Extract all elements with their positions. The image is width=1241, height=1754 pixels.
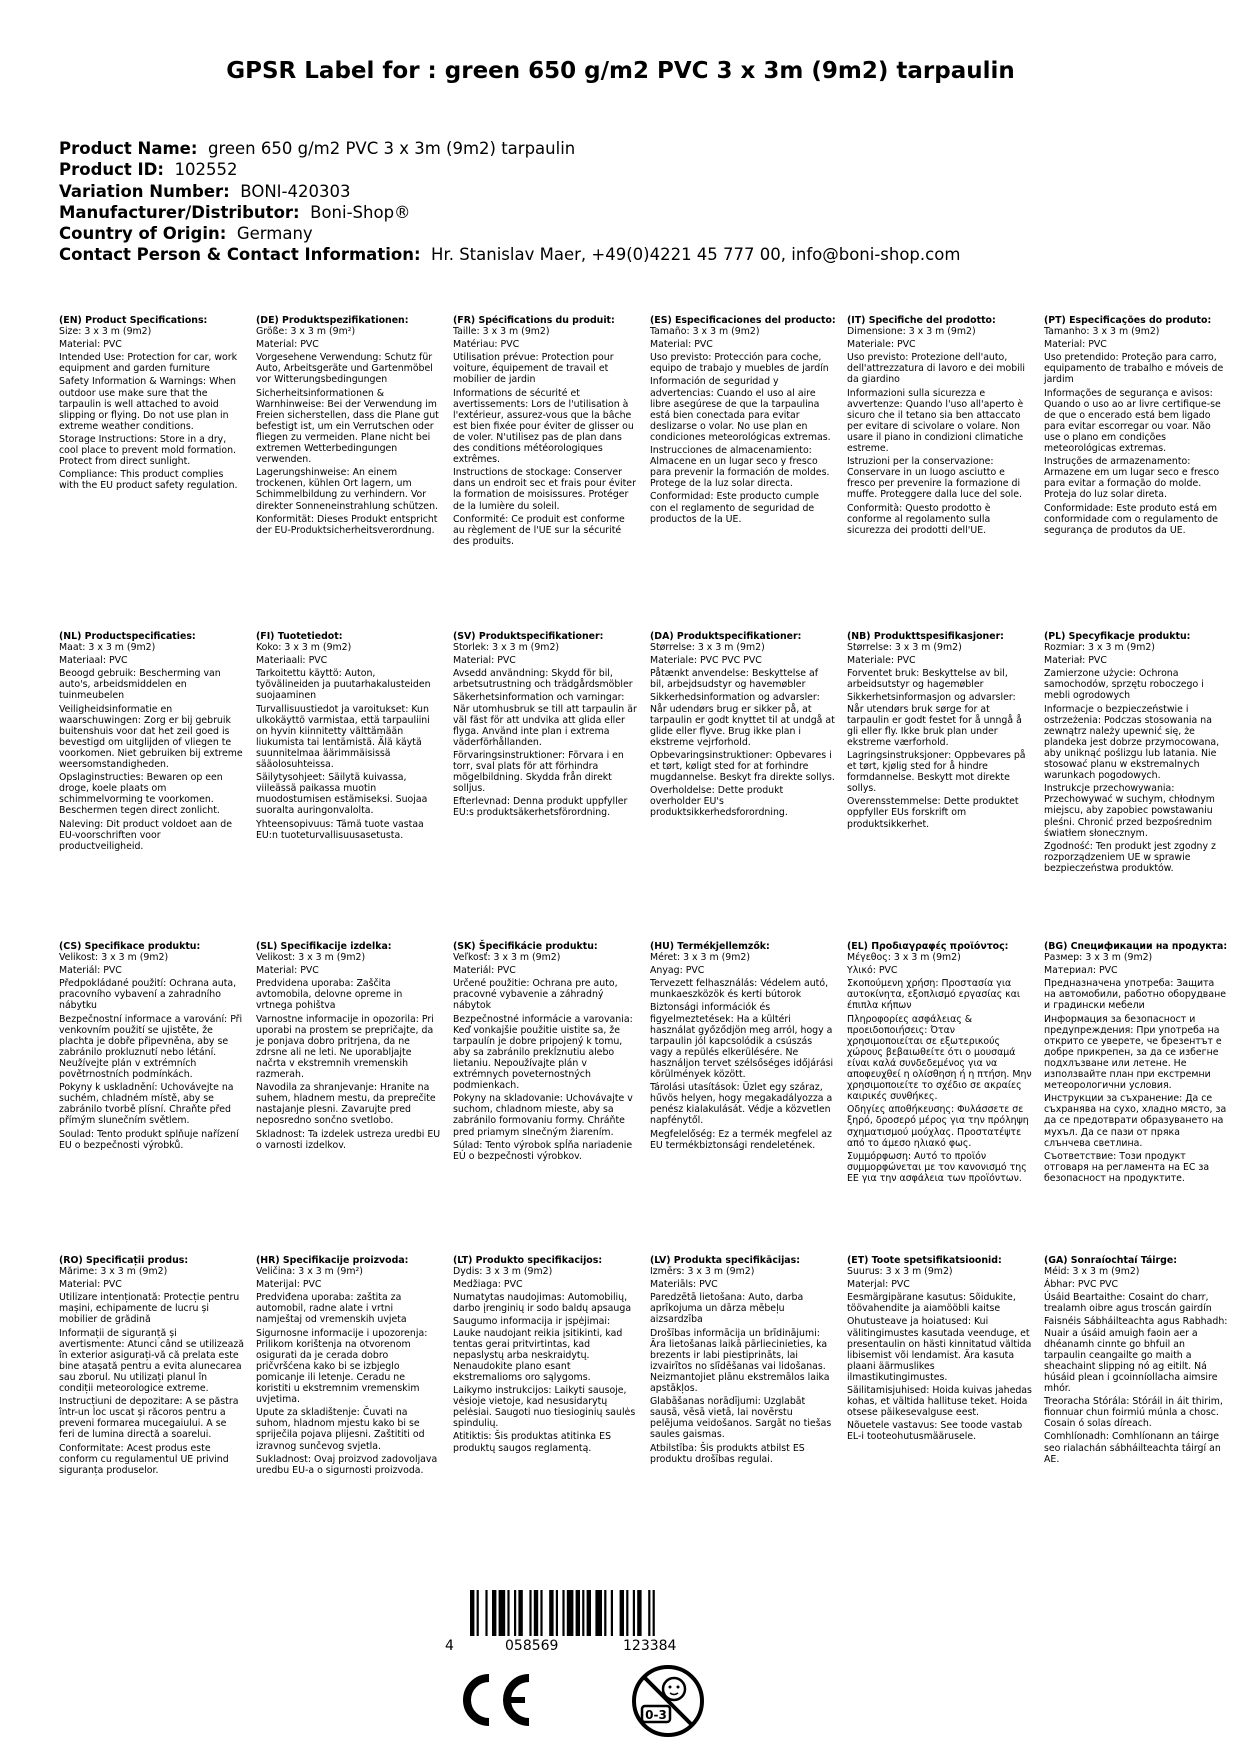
info-value: Boni-Shop® xyxy=(310,202,411,222)
spec-line: Koko: 3 x 3 m (9m2) xyxy=(256,642,352,654)
spec-line: Materiál: PVC xyxy=(59,965,122,977)
barcode-bar xyxy=(499,1590,506,1636)
barcode-group-right: 123384 xyxy=(623,1638,677,1654)
barcode-bar xyxy=(507,1590,509,1636)
spec-heading: (DE) Produktspezifikationen: xyxy=(256,315,409,326)
spec-line: Drošības informācija un brīdinājumi: Āra lietošanas laikā pārliecinieties, ka brezents ir labi piestiprināts, lai izvairītos no slīdēšanas vai lidošanas. Neizmantojiet plānu ekstremālos laika apstākļos. xyxy=(650,1327,830,1395)
spec-line: Uso pretendido: Proteção para carro, equipamento de trabalho e móveis de jardim xyxy=(1044,352,1224,386)
spec-line: Informações de segurança e avisos: Quando o uso ao ar livre certifique-se de que o encerado está bem ligado para evitar escorregar ou voar. Não use o plano em condições meteorológicas extremas. xyxy=(1044,387,1221,455)
spec-line: Compliance: This product complies with the EU product safety regulation. xyxy=(59,469,238,492)
spec-line: Informacje o bezpieczeństwie i ostrzeżenia: Podczas stosowania na zewnątrz należy upewnić się, że plandeka jest dobrze przymocowana, aby uniknąć poślizgu lub latania. Nie stosować planu w ekstremalnych warunkach pogodowych. xyxy=(1044,703,1220,782)
page-title: GPSR Label for : green 650 g/m2 PVC 3 x 3m (9m2) tarpaulin xyxy=(226,58,1015,84)
spec-column xyxy=(847,1255,1032,1445)
spec-heading: (ES) Especificaciones del producto: xyxy=(650,315,836,326)
spec-line: Størrelse: 3 x 3 m (9m2) xyxy=(650,642,765,654)
spec-line: Vorgesehene Verwendung: Schutz für Auto, Arbeitsgeräte und Gartenmöbel vor Witterungsbedingungen xyxy=(256,352,433,386)
ce-mark-icon xyxy=(455,1670,535,1734)
spec-line: Materiale: PVC xyxy=(847,339,916,351)
spec-line: Storage Instructions: Store in a dry, cool place to prevent mold formation. Protect from direct sunlight. xyxy=(59,433,237,468)
spec-column xyxy=(453,1255,638,1456)
spec-line: Turvallisuustiedot ja varoitukset: Kun ulkokäyttö varmistaa, että tarpauliini on hyvin kiinnitetty välttämään liukumista tai lentämistä. Älä käytä suunnitelmaa äärimmäisissä sääolosuhteissa. xyxy=(256,703,430,771)
spec-column xyxy=(59,631,244,854)
spec-line: Lagringsinstruksjoner: Oppbevares på et tørt, kjølig sted for å hindre formdannelse. Beskytt mot direkte sollys. xyxy=(847,749,1026,795)
barcode-bar xyxy=(626,1590,628,1636)
spec-line: Matériau: PVC xyxy=(453,339,520,351)
spec-line: Conformité: Ce produit est conforme au règlement de l'UE sur la sécurité des produits. xyxy=(453,513,625,547)
spec-column xyxy=(1044,631,1229,876)
spec-heading: (NB) Produkttspesifikasjoner: xyxy=(847,631,1004,642)
spec-line: Numatytas naudojimas: Automobilių, darbo įrenginių ir sodo baldų apsauga xyxy=(453,1292,632,1315)
spec-line: Material: PVC xyxy=(453,655,516,667)
spec-heading: (NL) Productspecificaties: xyxy=(59,631,196,642)
spec-heading: (RO) Specificații produs: xyxy=(59,1255,189,1266)
spec-line: Sukladnost: Ovaj proizvod zadovoljava uredbu EU-a o sigurnosti proizvoda. xyxy=(256,1453,438,1476)
spec-heading: (PL) Specyfikacje produktu: xyxy=(1044,631,1191,642)
spec-line: Intended Use: Protection for car, work equipment and garden furniture xyxy=(59,352,238,375)
spec-line: Velikost: 3 x 3 m (9m2) xyxy=(256,952,366,964)
spec-line: Material: PVC xyxy=(1044,339,1107,351)
spec-line: Maat: 3 x 3 m (9m2) xyxy=(59,642,156,654)
barcode-bar xyxy=(637,1590,641,1636)
spec-heading: (IT) Specifiche del prodotto: xyxy=(847,315,996,326)
spec-line: Velikost: 3 x 3 m (9m2) xyxy=(59,952,169,964)
info-key: Manufacturer/Distributor: xyxy=(59,202,300,222)
spec-line: Overholdelse: Dette produkt overholder EU's produktsikkerhedsforordning. xyxy=(650,785,788,819)
spec-line: Tervezett felhasználás: Védelem autó, munkaeszközök és kerti bútorok xyxy=(650,978,829,1001)
spec-line: Material: PVC xyxy=(256,965,319,977)
spec-heading: (EL) Προδιαγραφές προϊόντος: xyxy=(847,941,1009,952)
spec-heading: (LT) Produkto specifikacijos: xyxy=(453,1255,603,1266)
spec-heading: (BG) Спецификации на продукта: xyxy=(1044,941,1228,952)
info-key: Product ID: xyxy=(59,160,164,180)
spec-line: Размер: 3 x 3 m (9m2) xyxy=(1044,952,1153,964)
spec-heading: (CS) Specifikace produktu: xyxy=(59,941,201,952)
spec-line: Instructions de stockage: Conserver dans un endroit sec et frais pour éviter la formation de moisissures. Protéger de la lumière du soleil. xyxy=(453,467,636,512)
spec-line: Tamanho: 3 x 3 m (9m2) xyxy=(1044,326,1160,338)
age-warning-icon xyxy=(630,1663,706,1743)
spec-line: Veličina: 3 x 3 m (9m²) xyxy=(256,1266,363,1278)
spec-line: Conformità: Questo prodotto è conforme al regolamento sulla sicurezza dei prodotti dell'UE. xyxy=(847,502,991,536)
spec-line: Navodila za shranjevanje: Hranite na suhem, hladnem mestu, da preprečite nastajanje plesni. Zavarujte pred neposredno sončno svetlobo. xyxy=(256,1082,436,1127)
spec-line: Materiale: PVC xyxy=(847,655,916,667)
spec-line: Předpokládané použití: Ochrana auta, pracovního vybavení a zahradního nábytku xyxy=(59,978,237,1012)
spec-line: Instruções de armazenamento: Armazene em um lugar seco e fresco para evitar a formação do molde. Proteja do luz solar direta. xyxy=(1044,456,1220,501)
spec-line: Úsáid Beartaithe: Cosaint do charr, trealamh oibre agus troscán gairdín xyxy=(1044,1292,1212,1315)
spec-line: Nõuetele vastavus: See toode vastab EL-i tooteohutusmäärusele. xyxy=(847,1420,1023,1443)
spec-heading: (HU) Termékjellemzők: xyxy=(650,941,770,952)
spec-heading: (SL) Specifikacije izdelka: xyxy=(256,941,392,952)
barcode-bar xyxy=(604,1590,606,1636)
barcode-bar xyxy=(633,1590,635,1636)
spec-line: Beoogd gebruik: Bescherming van auto's, arbeidsmiddelen en tuinmeubelen xyxy=(59,668,221,702)
spec-line: Rozmiar: 3 x 3 m (9m2) xyxy=(1044,642,1155,654)
spec-line: Méid: 3 x 3 m (9m2) xyxy=(1044,1266,1140,1278)
barcode-bar xyxy=(567,1590,574,1636)
spec-line: Tarkoitettu käyttö: Auton, työvälineiden ja puutarhakalusteiden suojaaminen xyxy=(256,668,431,702)
spec-heading: (ET) Toote spetsifikatsioonid: xyxy=(847,1255,1002,1266)
spec-line: Saugumo informacija ir įspėjimai: Lauke naudojant reikia įsitikinti, kad tentas gerai pritvirtintas, kad nepaslystų arba neskraidytų. Nenaudokite plano esant ekstremalioms oro sąlygoms. xyxy=(453,1316,623,1383)
spec-line: Megfelelőség: Ez a termék megfelel az EU termékbiztonsági rendeletének. xyxy=(650,1128,832,1151)
spec-line: Varnostne informacije in opozorila: Pri uporabi na prostem se prepričajte, da je ponjava dobro pritrjena, da ne zdrsne ali ne leti. Ne uporabljajte načrta v ekstremnih vremenskih razmerah. xyxy=(256,1013,434,1081)
spec-line: Safety Information & Warnings: When outdoor use make sure that the tarpaulin is well attached to avoid slipping or flying. Do not use plan in extreme weather conditions. xyxy=(59,376,236,432)
spec-line: Materiál: PVC xyxy=(453,965,516,977)
spec-line: Soulad: Tento produkt splňuje nařízení EU o bezpečnosti výrobků. xyxy=(59,1128,239,1151)
spec-column xyxy=(256,631,441,843)
spec-line: Materijal: PVC xyxy=(256,1279,322,1291)
spec-column xyxy=(847,315,1032,538)
spec-line: Bezpečnostní informace a varování: Při venkovním použití se ujistěte, že plachta je dobře připevněna, aby se zabránilo prokluznutí nebo létání. Neužívejte plán v extrémních povětrnostních podmínkách. xyxy=(59,1013,243,1081)
spec-line: Ohutusteave ja hoiatused: Kui välitingimustes kasutada veenduge, et presentaulin on hästi kinnitatud vältida libisemist või lendamist. Ära kasuta plaani äärmuslikes ilmastikutingimustes. xyxy=(847,1316,1032,1383)
spec-line: Förvaringsinstruktioner: Förvara i en torr, sval plats för att förhindra mögelbildning. Skydda från direkt solljus. xyxy=(453,749,624,795)
spec-line: Glabāšanas norādījumi: Uzglabāt sausā, vēsā vietā, lai novērstu pelējuma veidošanos. Sargāt no tiešas saules gaismas. xyxy=(650,1396,832,1441)
spec-column xyxy=(453,941,638,1164)
spec-line: Utilisation prévue: Protection pour voiture, équipement de travail et mobilier de jardin xyxy=(453,352,614,386)
spec-line: Instrukcje przechowywania: Przechowywać w suchym, chłodnym miejscu, aby zapobiec powstawaniu pleśni. Chronić przed bezpośrednim światłem słonecznym. xyxy=(1044,783,1215,839)
spec-line: Съответствие: Този продукт отговаря на регламента на ЕС за безопасност на продуктите. xyxy=(1044,1150,1210,1184)
spec-column xyxy=(1044,941,1229,1186)
spec-line: Dimensione: 3 x 3 m (9m2) xyxy=(847,326,976,338)
barcode-bar xyxy=(485,1590,487,1636)
spec-line: Instrucciones de almacenamiento: Almacene en un lugar seco y fresco para prevenir la formación de moldes. Protege de la luz solar directa. xyxy=(650,445,830,490)
spec-line: Méret: 3 x 3 m (9m2) xyxy=(650,952,750,964)
spec-heading: (FR) Spécifications du produit: xyxy=(453,315,615,326)
info-key: Country of Origin: xyxy=(59,224,227,244)
barcode-bar xyxy=(518,1590,522,1636)
spec-line: Informații de siguranță și avertismente: Atunci când se utilizează în exterior asigurați-vă că prelata este bine atașată pentru a evita alunecarea sau zborul. Nu utilizați planul în condiții meteorologice extreme. xyxy=(59,1327,244,1395)
spec-column xyxy=(59,1255,244,1478)
spec-heading: (FI) Tuotetiedot: xyxy=(256,631,343,642)
info-value: Hr. Stanislav Maer, +49(0)4221 45 777 00, info@boni-shop.com xyxy=(431,245,961,265)
spec-column xyxy=(1044,315,1229,538)
spec-column xyxy=(256,315,441,538)
spec-line: Anyag: PVC xyxy=(650,965,705,977)
spec-line: Υλικό: PVC xyxy=(847,965,898,977)
spec-line: Σκοπούμενη χρήση: Προστασία για αυτοκίνητα, εξοπλισμό εργασίας και έπιπλα κήπων xyxy=(847,978,1021,1012)
spec-line: Materiał: PVC xyxy=(1044,655,1107,667)
spec-heading: (SV) Produktspecifikationer: xyxy=(453,631,604,642)
spec-line: Conformitate: Acest produs este conform cu regulamentul UE privind siguranța produselor. xyxy=(59,1442,229,1476)
spec-line: Opbevaringsinstruktioner: Opbevares i et tørt, køligt sted for at forhindre mugdannelse. Beskyt fra direkte sollys. xyxy=(650,749,835,784)
spec-line: Συμμόρφωση: Αυτό το προϊόν συμμορφώνεται με τον κανονισμό της ΕΕ για την ασφάλεια των προϊόντων. xyxy=(847,1150,1027,1184)
barcode-digit-first: 4 xyxy=(445,1638,454,1654)
spec-line: Avsedd användning: Skydd för bil, arbetsutrustning och trädgårdsmöbler xyxy=(453,668,633,691)
spec-line: Materiaal: PVC xyxy=(59,655,128,667)
spec-line: Uso previsto: Protezione dell'auto, dell'attrezzatura di lavoro e dei mobili da giardino xyxy=(847,352,1026,386)
barcode-group-left: 058569 xyxy=(505,1638,559,1654)
spec-line: Izmērs: 3 x 3 m (9m2) xyxy=(650,1266,755,1278)
spec-line: Veľkosť: 3 x 3 m (9m2) xyxy=(453,952,561,964)
barcode-bar xyxy=(556,1590,558,1636)
spec-line: Информация за безопасност и предупреждения: При употреба на открито се уверете, че брезентът е добре прикрепен, за да се избегне подхлъзване или летене. Не използвайте план при екстремни метеорологични условия. xyxy=(1044,1013,1222,1092)
barcode-bar xyxy=(587,1590,591,1636)
spec-line: Lagerungshinweise: An einem trockenen, kühlen Ort lagern, um Schimmelbildung zu verhindern. Vor direkter Sonneneinstrahlung schützen. xyxy=(256,467,439,512)
spec-line: Atitiktis: Šis produktas atitinka ES produktų saugos reglamentą. xyxy=(453,1431,612,1454)
spec-line: Taille: 3 x 3 m (9m2) xyxy=(453,326,550,338)
spec-line: Material: PVC xyxy=(59,339,122,351)
spec-line: Información de seguridad y advertencias: Cuando el uso al aire libre asegúrese de que la tarpaulina está bien conectada para evitar deslizarse o volar. No use plan en condiciones meteorológicas extremas. xyxy=(650,376,831,443)
spec-heading: (HR) Specifikacije proizvoda: xyxy=(256,1255,409,1266)
spec-heading: (SK) Špecifikácie produktu: xyxy=(453,941,598,952)
spec-line: Materiaali: PVC xyxy=(256,655,328,667)
spec-line: Инструкции за съхранение: Да се съхранява на сухо, хладно място, за да се предотврати образуването на мухъл. Да се пази от пряка слънчева светлина. xyxy=(1044,1093,1227,1149)
spec-line: Upute za skladištenje: Čuvati na suhom, hladnom mjestu kako bi se spriječila pojava plijesni. Zaštititi od izravnog sunčevog svjetla. xyxy=(256,1407,425,1452)
spec-line: Zamierzone użycie: Ochrona samochodów, sprzętu roboczego i mebli ogrodowych xyxy=(1044,668,1204,702)
spec-line: Určené použitie: Ochrana pre auto, pracovné vybavenie a záhradný nábytok xyxy=(453,978,618,1012)
spec-line: Paredzētā lietošana: Auto, darba aprīkojuma un dārza mēbeļu aizsardzība xyxy=(650,1292,804,1326)
spec-line: Medžiaga: PVC xyxy=(453,1279,523,1291)
spec-line: Materjal: PVC xyxy=(847,1279,910,1291)
barcode-bar xyxy=(653,1590,655,1636)
spec-line: Предназначена употреба: Защита на автомобили, работно оборудване и градински мебели xyxy=(1044,978,1226,1012)
info-value: BONI-420303 xyxy=(240,181,351,201)
spec-line: Ábhar: PVC PVC xyxy=(1044,1279,1119,1291)
spec-line: Istruzioni per la conservazione: Conservare in un luogo asciutto e fresco per prevenire la formazione di muffe. Proteggere dalla luce del sole. xyxy=(847,456,1022,501)
spec-column xyxy=(1044,1255,1229,1467)
spec-line: Atbilstība: Šis produkts atbilst ES produktu drošības regulai. xyxy=(650,1442,805,1465)
barcode-bar xyxy=(562,1590,564,1636)
barcode-bar xyxy=(611,1590,613,1636)
spec-line: Материал: PVC xyxy=(1044,965,1118,977)
spec-line: Laikymo instrukcijos: Laikyti sausoje, vėsioje vietoje, kad nesusidarytų pelėsiai. Saugoti nuo tiesioginių saulės spindulių. xyxy=(453,1385,636,1430)
spec-line: Faisnéis Sábháilteachta agus Rabhadh: Nuair a úsáid amuigh faoin aer a dhéanamh cinnte go bhfuil an tarpaulin ceangailte go maith a sheachaint slipping nó ag eitilt. Ná húsáid plean i gcoinníollacha aimsire mhór. xyxy=(1044,1316,1228,1395)
spec-line: Größe: 3 x 3 m (9m²) xyxy=(256,326,356,338)
spec-heading: (EN) Product Specifications: xyxy=(59,315,208,326)
spec-heading: (GA) Sonraíochtaí Táirge: xyxy=(1044,1255,1177,1266)
info-product-name xyxy=(59,138,960,159)
spec-line: Οδηγίες αποθήκευσης: Φυλάσσετε σε ξηρό, δροσερό μέρος για την πρόληψη σχηματισμού μούχλας. Προστατέψτε από το άμεσο ηλιακό φως. xyxy=(847,1104,1029,1149)
info-value: green 650 g/m2 PVC 3 x 3m (9m2) tarpaulin xyxy=(207,139,576,158)
spec-line: Dydis: 3 x 3 m (9m2) xyxy=(453,1266,553,1278)
product-info xyxy=(59,138,960,266)
spec-column xyxy=(650,631,835,821)
info-manufacturer xyxy=(59,202,960,223)
info-contact xyxy=(59,244,960,265)
barcode-bar xyxy=(576,1590,580,1636)
spec-line: Säilitamisjuhised: Hoida kuivas jahedas kohas, et vältida hallituse teket. Hoida otsese päikesevalguse eest. xyxy=(847,1385,1032,1419)
spec-line: Sigurnosne informacije i upozorenja: Prilikom korištenja na otvorenom osigurati da je cerada dobro pričvršćena kako bi se izbjeglo pomicanje ili letenje. Ceradu ne koristiti u ekstremnim vremenskim uvjetima. xyxy=(256,1327,428,1406)
info-value: 102552 xyxy=(174,160,238,180)
spec-line: Størrelse: 3 x 3 m (9m2) xyxy=(847,642,962,654)
spec-line: Zgodność: Ten produkt jest zgodny z rozporządzeniem UE w sprawie bezpieczeństwa produktów. xyxy=(1044,840,1216,874)
spec-line: Size: 3 x 3 m (9m2) xyxy=(59,326,152,338)
spec-line: Πληροφορίες ασφάλειας & προειδοποιήσεις: Όταν χρησιμοποιείται σε εξωτερικούς χώρους βεβαιωθείτε ότι ο μουσαμά είναι καλά συνδεδεμένος για να αποφευχθεί η ολίσθηση ή η πτήση. Μην χρησιμοποιείτε το σχέδιο σε ακραίες καιρικές συνθήκες. xyxy=(847,1013,1032,1103)
spec-line: Comhlíonadh: Comhlíonann an táirge seo rialachán sábháilteachta táirgí an AE. xyxy=(1044,1431,1221,1465)
spec-line: Overensstemmelse: Dette produktet oppfyller EUs forskrift om produktsikkerhet. xyxy=(847,796,1019,830)
spec-column xyxy=(650,315,835,527)
spec-column xyxy=(847,631,1032,832)
barcode-bar xyxy=(620,1590,624,1636)
spec-line: Tamaño: 3 x 3 m (9m2) xyxy=(650,326,760,338)
spec-column xyxy=(847,941,1032,1186)
spec-line: Skladnost: Ta izdelek ustreza uredbi EU o varnosti izdelkov. xyxy=(256,1128,441,1151)
barcode-bar xyxy=(492,1590,496,1636)
spec-line: Mărime: 3 x 3 m (9m2) xyxy=(59,1266,168,1278)
barcode-bar xyxy=(540,1590,542,1636)
svg-text:0-3: 0-3 xyxy=(645,1708,667,1722)
spec-line: Sikkerhetsinformasjon og advarsler: Når utendørs bruk sørge for at tarpaulin er godt festet for å unngå å gli eller fly. Ikke bruk plan under ekstreme værforhold. xyxy=(847,692,1022,748)
spec-line: Uso previsto: Protección para coche, equipo de trabajo y muebles de jardín xyxy=(650,352,829,375)
spec-line: Material: PVC xyxy=(256,339,319,351)
barcode-bar xyxy=(595,1590,602,1636)
spec-line: Bezpečnostné informácie a varovania: Keď vonkajšie použitie uistite sa, že tarpaulín je dobre pripojený k tomu, aby sa zabránilo prekĺznutiu alebo lietaniu. Nepoužívajte plán v extrémnych poveternostných podmienkach. xyxy=(453,1013,633,1092)
spec-column xyxy=(650,1255,835,1467)
spec-line: Conformidade: Este produto está em conformidade com o regulamento de segurança de produtos da UE. xyxy=(1044,502,1219,536)
ean-barcode xyxy=(445,1590,745,1660)
spec-line: Sikkerhedsinformation og advarsler: Når udendørs brug er sikker på, at tarpaulin er godt knyttet til at undgå at glide eller flyve. Brug ikke plan i ekstreme vejrforhold. xyxy=(650,692,835,748)
info-key: Variation Number: xyxy=(59,181,230,201)
spec-line: Tárolási utasítások: Üzlet egy száraz, hűvös helyen, hogy megakadályozza a penész kialakulását. Védje a közvetlen napfénytől. xyxy=(650,1082,833,1127)
spec-line: Sicherheitsinformationen & Warnhinweise: Bei der Verwendung im Freien sicherstellen, dass die Plane gut befestigt ist, um ein Verrutschen oder fliegen zu vermeiden. Plane nicht bei extremen Wetterbedingungen verwenden. xyxy=(256,387,439,466)
spec-line: Suurus: 3 x 3 m (9m2) xyxy=(847,1266,953,1278)
spec-line: Storlek: 3 x 3 m (9m2) xyxy=(453,642,560,654)
spec-line: Yhteensopivuus: Tämä tuote vastaa EU:n tuoteturvallisuusasetusta. xyxy=(256,818,424,841)
spec-heading: (PT) Especificações do produto: xyxy=(1044,315,1212,326)
spec-line: Instrucțiuni de depozitare: A se păstra într-un loc uscat și răcoros pentru a preveni formarea mucegaiului. A se feri de lumina directă a soarelui. xyxy=(59,1396,239,1441)
spec-line: Säkerhetsinformation och varningar: När utomhusbruk se till att tarpaulin är väl fäst för att undvika att glida eller flyga. Använd inte plan i extrema väderförhållanden. xyxy=(453,692,637,748)
spec-line: Material: PVC xyxy=(59,1279,122,1291)
spec-column xyxy=(453,315,638,549)
spec-line: Veiligheidsinformatie en waarschuwingen: Zorg er bij gebruik buitenshuis voor dat het zeil goed is bevestigd om uitglijden of vliegen te voorkomen. Niet gebruiken bij extreme weersomstandigheden. xyxy=(59,703,243,771)
info-key: Product Name: xyxy=(59,139,198,158)
barcode-bar xyxy=(582,1590,584,1636)
barcode-bar xyxy=(648,1590,650,1636)
spec-line: Informazioni sulla sicurezza e avvertenze: Quando l'uso all'aperto è sicuro che il tetano sia ben attaccato per evitare di scivolare o volare. Non usare il piano in condizioni climatiche estreme. xyxy=(847,387,1024,455)
spec-line: Treoracha Stórála: Stóráil in áit thirim, fionnuar chun foirmiú múnla a chosc. Cosain ó solas díreach. xyxy=(1044,1396,1223,1430)
spec-column xyxy=(59,941,244,1153)
barcode-bar xyxy=(534,1590,538,1636)
spec-line: Biztonsági információk és figyelmeztetések: Ha a kültéri használat győződjön meg arról, hogy a tarpaulin jól kapcsolódik a csúszás vagy a repülés elkerülésére. Ne használjon tervet szélsőséges időjárási körülmények között. xyxy=(650,1002,834,1081)
spec-line: Eesmärgipärane kasutus: Sõidukite, töövahendite ja aiamööbli kaitse xyxy=(847,1292,1016,1315)
barcode-bar xyxy=(477,1590,479,1636)
spec-line: Säilytysohjeet: Säilytä kuivassa, viileässä paikassa muotin muodostumisen estämiseksi. Suojaa suoralta auringonvalolta. xyxy=(256,772,428,817)
spec-line: Pokyny k uskladnění: Uchovávejte na suchém, chladném místě, aby se zabránilo tvorbě plísní. Chraňte před přímým slunečním světlem. xyxy=(59,1082,234,1127)
spec-line: Informations de sécurité et avertissements: Lors de l'utilisation à l'extérieur, assurez-vous que la bâche est bien fixée pour éviter de glisser ou de voler. N'utilisez pas de plan dans des conditions météorologiques extrêmes. xyxy=(453,387,634,466)
spec-line: Utilizare intenționată: Protecție pentru mașini, echipamente de lucru și mobilier de grădină xyxy=(59,1292,240,1326)
info-key: Contact Person & Contact Information: xyxy=(59,245,421,265)
spec-line: Materiāls: PVC xyxy=(650,1279,718,1291)
spec-line: Påtænkt anvendelse: Beskyttelse af bil, arbejdsudstyr og havemøbler xyxy=(650,668,819,691)
info-product-id xyxy=(59,159,960,180)
spec-line: Conformidad: Este producto cumple con el reglamento de seguridad de productos de la UE. xyxy=(650,491,820,525)
barcode-bar xyxy=(470,1590,474,1636)
spec-line: Materiale: PVC PVC PVC xyxy=(650,655,762,667)
spec-heading: (LV) Produkta specifikācijas: xyxy=(650,1255,800,1266)
spec-column xyxy=(256,1255,441,1478)
spec-column xyxy=(650,941,835,1153)
spec-line: Efterlevnad: Denna produkt uppfyller EU:s produktsäkerhetsförordning. xyxy=(453,796,628,819)
spec-line: Pokyny na skladovanie: Uchovávajte v suchom, chladnom mieste, aby sa zabránilo formovaniu formy. Chráňte pred priamym slnečným žiarením. xyxy=(453,1093,633,1138)
barcode-bars xyxy=(470,1590,720,1640)
barcode-bar xyxy=(514,1590,516,1636)
spec-line: Naleving: Dit product voldoet aan de EU-voorschriften voor productveiligheid. xyxy=(59,818,232,852)
spec-line: Predvidena uporaba: Zaščita avtomobila, delovne opreme in vrtnega pohištva xyxy=(256,978,403,1012)
barcode-bar xyxy=(549,1590,553,1636)
spec-line: Konformität: Dieses Produkt entspricht der EU-Produktsicherheitsverordnung. xyxy=(256,513,438,536)
spec-line: Forventet bruk: Beskyttelse av bil, arbeidsutstyr og hagemøbler xyxy=(847,668,1008,691)
spec-heading: (DA) Produktspecifikationer: xyxy=(650,631,802,642)
info-value: Germany xyxy=(236,224,313,244)
spec-line: Material: PVC xyxy=(650,339,713,351)
barcode-bar xyxy=(529,1590,531,1636)
spec-column xyxy=(59,315,244,493)
spec-line: Predviđena uporaba: zaštita za automobil, radne alate i vrtni namještaj od vremenskih uvjeta xyxy=(256,1292,407,1326)
info-country-of-origin xyxy=(59,223,960,244)
spec-line: Súlad: Tento výrobok spĺňa nariadenie EÚ o bezpečnosti výrobkov. xyxy=(453,1139,633,1162)
spec-line: Μέγεθος: 3 x 3 m (9m2) xyxy=(847,952,961,964)
spec-column xyxy=(256,941,441,1153)
info-variation-number xyxy=(59,181,960,202)
spec-line: Opslaginstructies: Bewaren op een droge, koele plaats om schimmelvorming te voorkomen. Beschermen tegen direct zonlicht. xyxy=(59,772,223,817)
spec-column xyxy=(453,631,638,821)
